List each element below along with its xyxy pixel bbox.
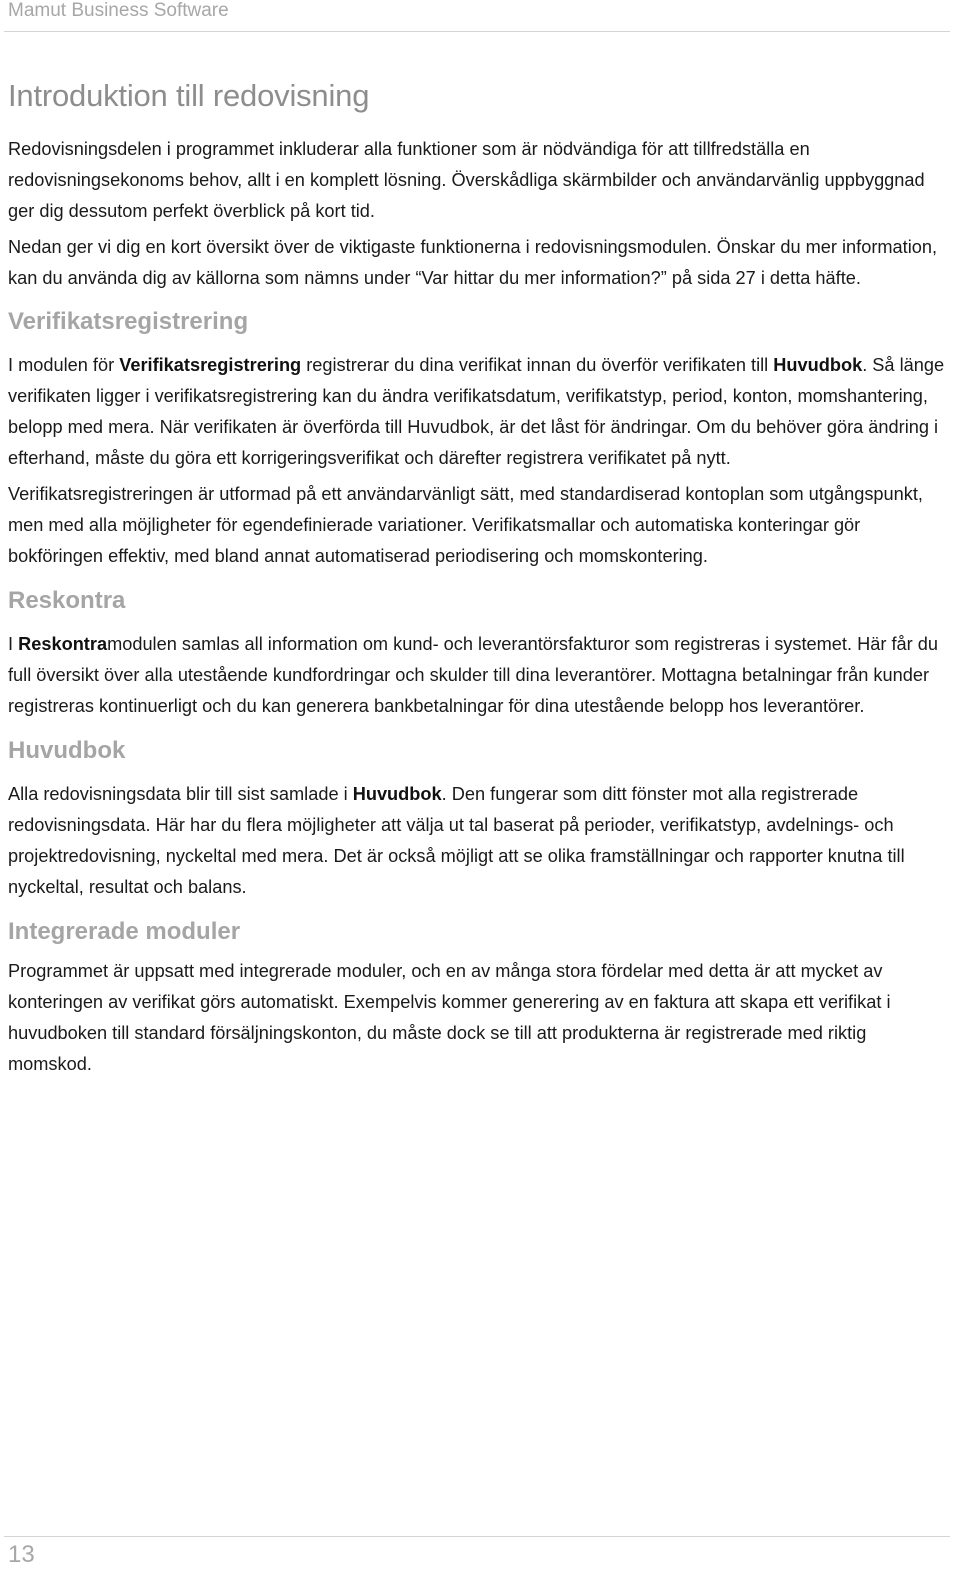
page-number: 13	[8, 1541, 35, 1568]
intro-paragraph-1: Redovisningsdelen i programmet inkluderar alla funktioner som är nödvändiga för att tillfredställa en redovisningsekonoms behov, allt i en komplett lösning. Överskådliga skärmbilder och användarvänlig uppbyggnad ger dig dessutom perfekt överblick på kort tid.	[8, 139, 925, 221]
text-run: Alla redovisningsdata blir till sist samlade i	[8, 784, 353, 804]
page-content	[8, 76, 948, 1080]
text-run: modulen samlas all information om kund- och leverantörsfakturor som registreras i systemet. Här får du full översikt över alla utestående kundfordringar och skulder till dina leverantörer. Mottagna betalningar från kunder registreras kontinuerligt och du kan generera bankbetalningar för dina utestående belopp hos leverantörer.	[8, 634, 938, 716]
page-title: Introduktion till redovisning	[8, 78, 370, 113]
bold-term-reskontra: Reskontra	[18, 634, 108, 654]
header-divider	[4, 31, 950, 32]
text-run: . Så länge verifikaten ligger i verifikatsregistrering kan du ändra verifikatsdatum, verifikatstyp, period, konton, momshantering, belopp med mera. När verifikaten är överförda till Huvudbok, är det låst för ändringar. Om du behöver göra ändring i efterhand, måste du göra ett korrigeringsverifikat och därefter registrera verifikatet på nytt.	[8, 355, 945, 468]
integrerade-paragraph: Programmet är uppsatt med integrerade moduler, och en av många stora fördelar med detta är att mycket av konteringen av verifikat görs automatiskt. Exempelvis kommer generering av en faktura att skapa ett verifikat i huvudboken till standard försäljningskonton, du måste dock se till att produkterna är registrerade med riktig momskod.	[8, 961, 891, 1074]
bold-term-huvudbok: Huvudbok	[773, 355, 863, 375]
section-heading-verifikatsregistrering: Verifikatsregistrering	[8, 308, 249, 335]
text-run: registrerar du dina verifikat innan du överför verifikaten till	[301, 355, 774, 375]
bold-term-huvudbok: Huvudbok	[352, 784, 442, 804]
bold-term-verifikatsregistrering: Verifikatsregistrering	[119, 355, 302, 375]
text-run: . Den fungerar som ditt fönster mot alla registrerade redovisningsdata. Här har du flera möjligheter att välja ut tal baserat på perioder, verifikatstyp, avdelnings- och projektredovisning, nyckeltal med mera. Det är också möjligt att se olika framställningar och rapporter knutna till nyckeltal, resultat och balans.	[8, 784, 905, 897]
verifikat-paragraph-1	[8, 350, 948, 474]
text-run: I modulen för	[8, 355, 120, 375]
section-heading-integrerade-moduler: Integrerade moduler	[8, 918, 241, 945]
section-heading-reskontra: Reskontra	[8, 587, 126, 614]
verifikat-paragraph-2: Verifikatsregistreringen är utformad på ett användarvänligt sätt, med standardiserad kontoplan som utgångspunkt, men med alla möjligheter för egendefinierade variationer. Verifikatsmallar och automatiska konteringar gör bokföringen effektiv, med bland annat automatiserad periodisering och momskontering.	[8, 484, 923, 566]
section-heading-huvudbok: Huvudbok	[8, 737, 126, 764]
running-header: Mamut Business Software	[8, 0, 229, 21]
huvudbok-paragraph	[8, 779, 948, 903]
reskontra-paragraph	[8, 629, 948, 722]
intro-paragraph-2: Nedan ger vi dig en kort översikt över de viktigaste funktionerna i redovisningsmodulen. Önskar du mer information, kan du använda dig av källorna som nämns under “Var hittar du mer information?” på sida 27 i detta häfte.	[8, 237, 938, 288]
footer-divider	[4, 1536, 950, 1537]
text-run: I	[8, 634, 19, 654]
